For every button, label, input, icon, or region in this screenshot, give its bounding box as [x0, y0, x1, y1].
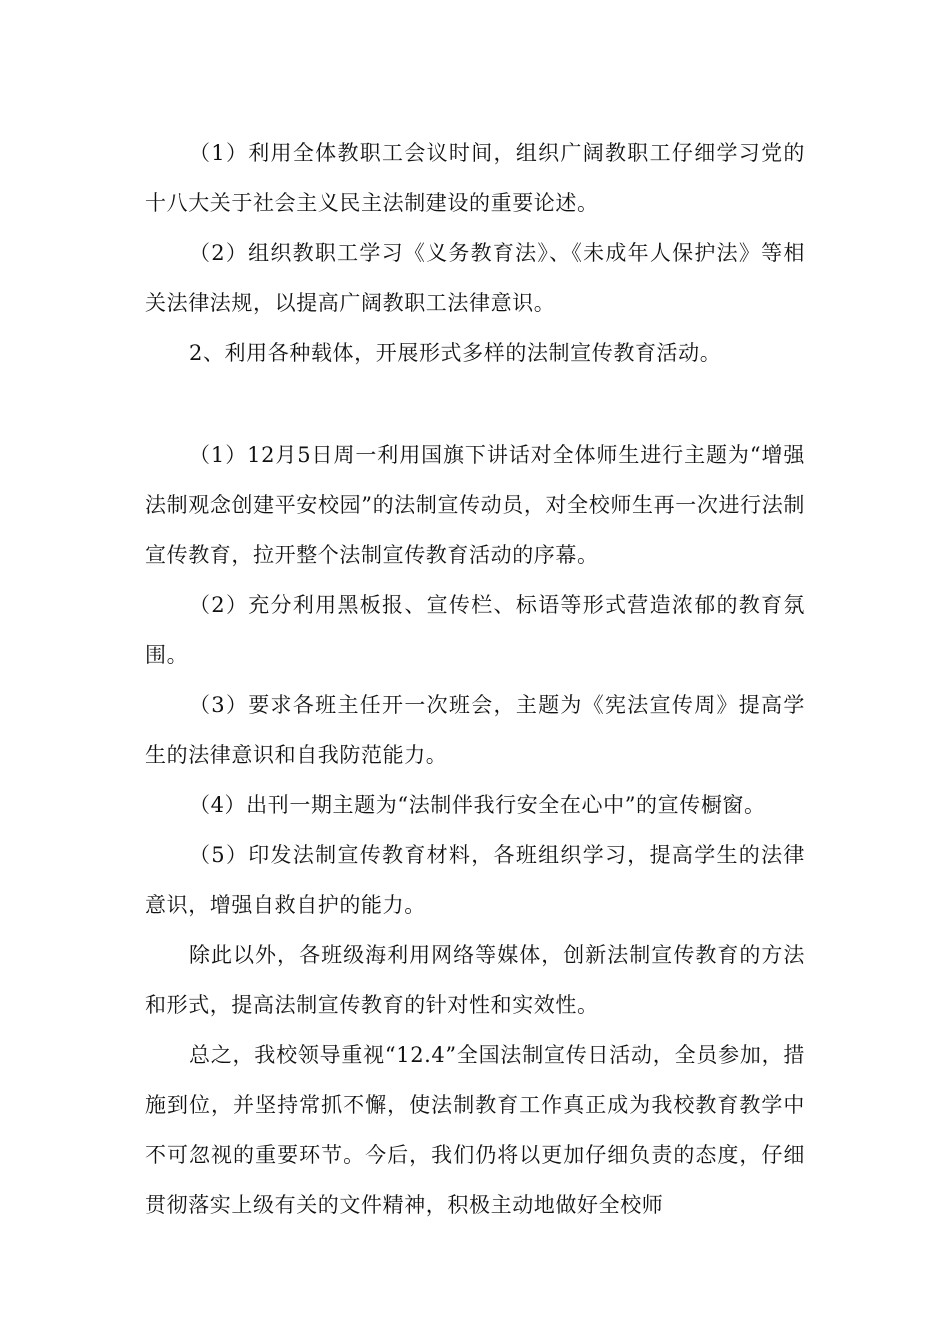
paragraph-blackboard: （2）充分利用黑板报、宣传栏、标语等形式营造浓郁的教育氛围。 [145, 593, 805, 667]
paragraph-flag-speech: （1）12月5日周一利用国旗下讲话对全体师生进行主题为“增强法制观念创建平安校园”的法制宣传动员，对全校师生再一次进行法制宣传教育，拉开整个法制宣传教育活动的序幕。 [145, 443, 805, 567]
document-body [145, 128, 805, 1230]
paragraph-display-window: （4）出刊一期主题为“法制伴我行安全在心中”的宣传橱窗。 [189, 793, 766, 817]
paragraph-materials: （5）印发法制宣传教育材料，各班组织学习，提高学生的法律意识，增强自救自护的能力。 [145, 843, 805, 917]
paragraph-law-study: （2）组织教职工学习《义务教育法》、《未成年人保护法》等相关法律法规，以提高广阔教职工法律意识。 [145, 241, 805, 315]
paragraph-meeting-study: （1）利用全体教职工会议时间，组织广阔教职工仔细学习党的十八大关于社会主义民主法制建设的重要论述。 [145, 141, 805, 215]
paragraph-summary: 总之，我校领导重视“12.4”全国法制宣传日活动，全员参加，措施到位，并坚持常抓不懈，使法制教育工作真正成为我校教育教学中不可忽视的重要环节。今后，我们仍将以更加仔细负责的态度，仔细贯彻落实上级有关的文件精神，积极主动地做好全校师 [145, 1043, 805, 1217]
paragraph-section-2-heading: 2、利用各种载体，开展形式多样的法制宣传教育活动。 [189, 341, 722, 365]
paragraph-class-meeting: （3）要求各班主任开一次班会，主题为《宪法宣传周》提高学生的法律意识和自我防范能力。 [145, 693, 805, 767]
paragraph-media: 除此以外，各班级海利用网络等媒体，创新法制宣传教育的方法和形式，提高法制宣传教育的针对性和实效性。 [145, 943, 805, 1017]
